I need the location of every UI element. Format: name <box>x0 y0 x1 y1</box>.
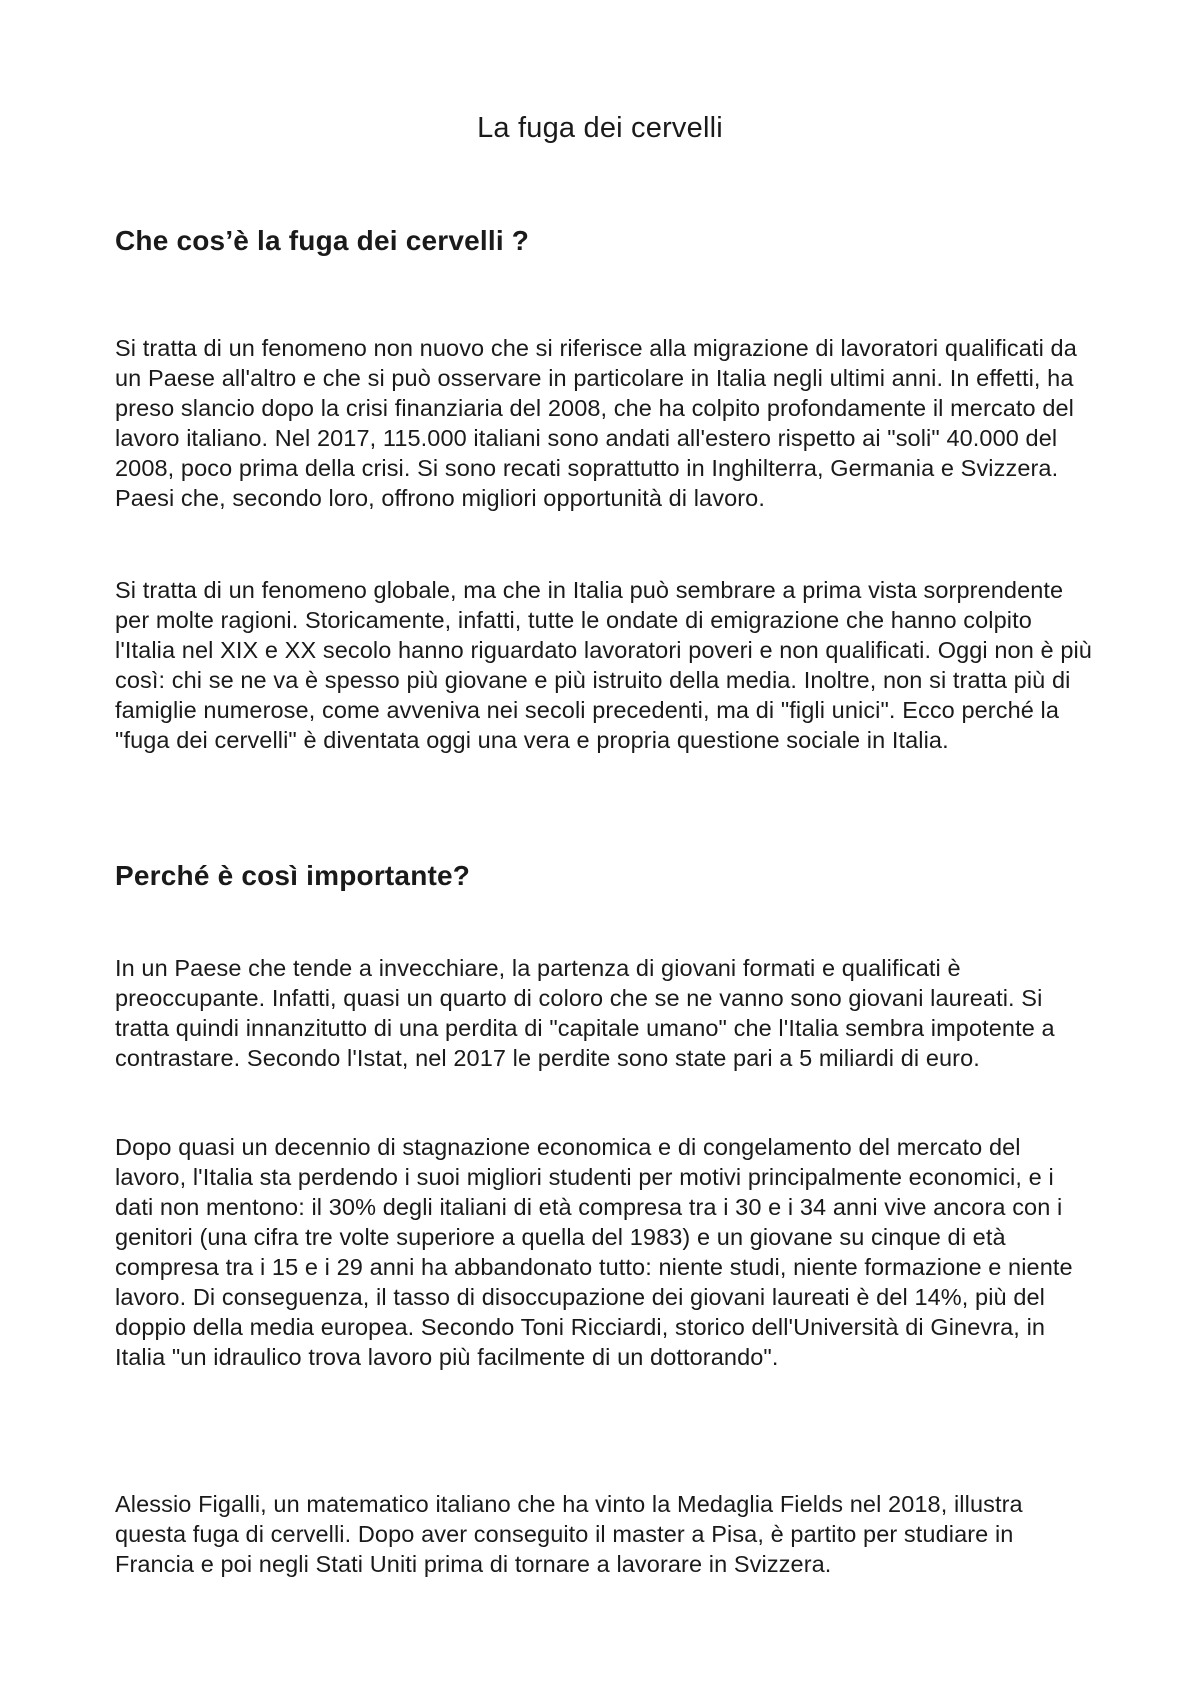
paragraph-definition: Si tratta di un fenomeno non nuovo che si riferisce alla migrazione di lavoratori qualificati da un Paese all'altro e che si può osservare in particolare in Italia negli ultimi anni. In effetti, ha preso slancio dopo la crisi finanziaria del 2008, che ha colpito profondamente il mercato del lavoro italiano. Nel 2017, 115.000 italiani sono andati all'estero rispetto ai "soli" 40.000 del 2008, poco prima della crisi. Si sono recati soprattutto in Inghilterra, Germania e Svizzera. Paesi che, secondo loro, offrono migliori opportunità di lavoro. <box>115 335 1077 511</box>
paragraph-human-capital: In un Paese che tende a invecchiare, la partenza di giovani formati e qualificati è preoccupante. Infatti, quasi un quarto di coloro che se ne vanno sono giovani laureati. Si tratta quindi innanzitutto di una perdita di "capitale umano" che l'Italia sembra impotente a contrastare. Secondo l'Istat, nel 2017 le perdite sono state pari a 5 miliardi di euro. <box>115 955 1055 1071</box>
section-heading-importance: Perché è così importante? <box>115 860 471 891</box>
section-heading-what-is: Che cos’è la fuga dei cervelli ? <box>115 225 530 256</box>
paragraph-economic-data: Dopo quasi un decennio di stagnazione economica e di congelamento del mercato del lavoro, l'Italia sta perdendo i suoi migliori studenti per motivi principalmente economici, e i dati non mentono: il 30% degli italiani di età compresa tra i 30 e i 34 anni vive ancora con i genitori (una cifra tre volte superiore a quella del 1983) e un giovane su cinque di età compresa tra i 15 e i 29 anni ha abbandonato tutto: niente studi, niente formazione e niente lavoro. Di conseguenza, il tasso di disoccupazione dei giovani laureati è del 14%, più del doppio della media europea. Secondo Toni Ricciardi, storico dell'Università di Ginevra, in Italia "un idraulico trova lavoro più facilmente di un dottorando". <box>115 1134 1073 1370</box>
paragraph-figalli-example: Alessio Figalli, un matematico italiano che ha vinto la Medaglia Fields nel 2018, illustra questa fuga di cervelli. Dopo aver conseguito il master a Pisa, è partito per studiare in Francia e poi negli Stati Uniti prima di tornare a lavorare in Svizzera. <box>115 1491 1023 1577</box>
paragraph-global-phenomenon: Si tratta di un fenomeno globale, ma che in Italia può sembrare a prima vista sorprendente per molte ragioni. Storicamente, infatti, tutte le ondate di emigrazione che hanno colpito l'Italia nel XIX e XX secolo hanno riguardato lavoratori poveri e non qualificati. Oggi non è più così: chi se ne va è spesso più giovane e più istruito della media. Inoltre, non si tratta più di famiglie numerose, come avveniva nei secoli precedenti, ma di "figli unici". Ecco perché la "fuga dei cervelli" è diventata oggi una vera e propria questione sociale in Italia. <box>115 577 1092 753</box>
document-title: La fuga dei cervelli <box>477 112 723 144</box>
